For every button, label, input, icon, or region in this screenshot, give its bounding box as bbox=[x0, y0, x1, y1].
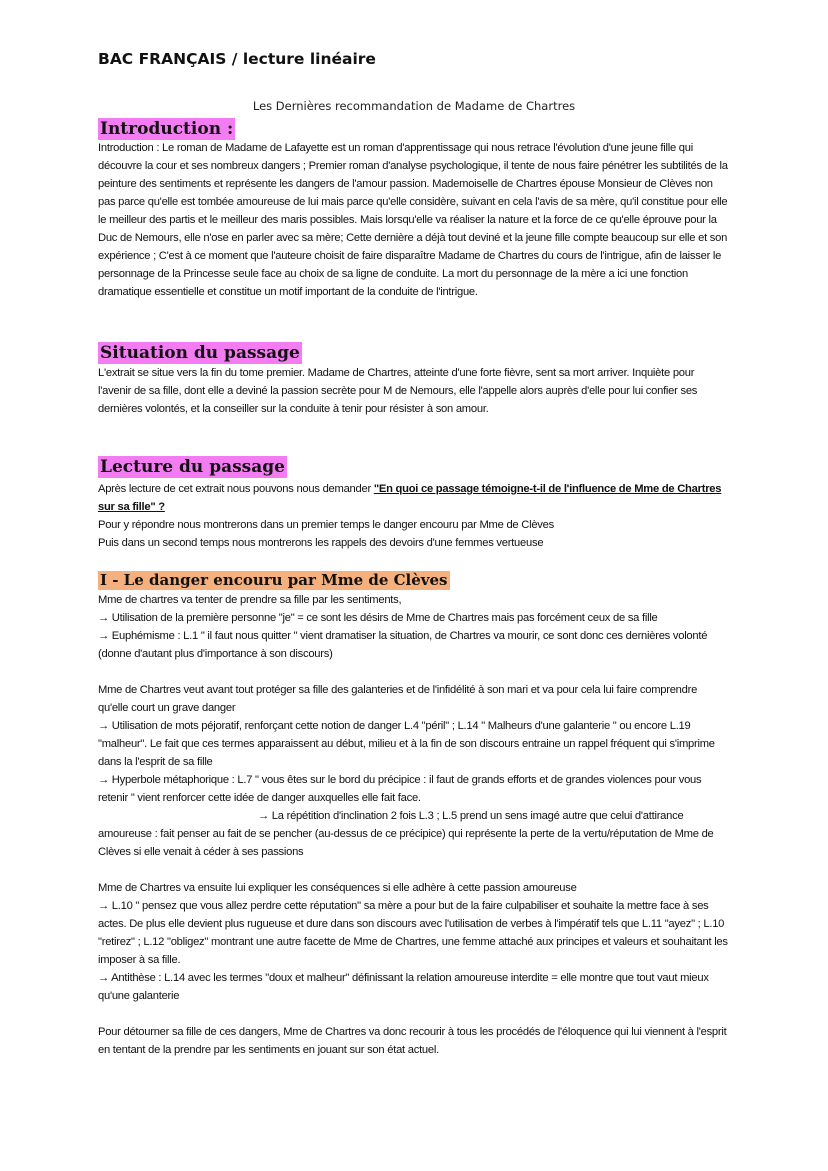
problematique-question: "En quoi ce passage témoigne-t-il de l'influence de Mme de Chartres sur sa fille" ? bbox=[98, 483, 722, 513]
lecture-line-2: Puis dans un second temps nous montrerons les rappels des devoirs d'une femmes vertueuse bbox=[98, 537, 544, 549]
introduction-text: Introduction : Le roman de Madame de Lafayette est un roman d'apprentissage qui nous retrace l'évolution d'une jeune fille qui découvre la cour et ses nombreux dangers ; Premier roman d'analyse psychologique, il tente de nous faire pénétrer les subtilités de la peinture des sentiments et représente les dangers de l'amour passion. Mademoiselle de Chartres épouse Monsieur de Clèves non pas parce qu'elle est tombée amoureuse de lui mais parce qu'elle considère, suivant en cela l'avis de sa mère, qu'il constitue pour elle le meilleur des partis et le meilleur des maris possibles. Mais lorsqu'elle va réaliser la nature et la force de ce qu'elle éprouve pour la Duc de Nemours, elle n'ose en parler avec sa mère; Cette dernière a déjà tout deviné et la jeune fille compte beaucoup sur elle et son expérience ; C'est à ce moment que l'auteure choisit de faire disparaître Madame de Chartres du cours de l'intrigue, afin de laisser le personnage de la Princesse seule face au choix de sa ligne de conduite. La mort du personnage de la mère a ici une fonction dramatique essentielle et constitue un motif important de la conduite de l'intrigue. bbox=[98, 142, 728, 298]
part1-p3-line: Mme de Chartres va ensuite lui expliquer les conséquences si elle adhère à cette passion amoureuse bbox=[98, 882, 577, 894]
part1-p1-line: Mme de chartres va tenter de prendre sa fille par les sentiments, bbox=[98, 594, 402, 606]
spacer bbox=[98, 861, 730, 879]
part1-p4: Pour détourner sa fille de ces dangers, Mme de Chartres va donc recourir à tous les procédés de l'éloquence qui lui viennent à l'esprit en tentant de la prendre par les sentiments en jouant sur son état actuel. bbox=[98, 1026, 727, 1056]
lecture-heading: Lecture du passage bbox=[100, 457, 285, 477]
part1-p1-line: → Utilisation de la première personne "je" = ce sont les désirs de Mme de Chartres mais pas forcément ceux de sa fille bbox=[98, 612, 658, 624]
part1-p3-line: → Antithèse : L.14 avec les termes "doux et malheur" définissant la relation amoureuse interdite = elle montre que tout vaut mieux qu'une galanterie bbox=[98, 972, 709, 1002]
page-title: BAC FRANÇAIS / lecture linéaire bbox=[98, 50, 376, 68]
part1-block bbox=[98, 591, 730, 1059]
situation-text: L'extrait se situe vers la fin du tome premier. Madame de Chartres, atteinte d'une forte fièvre, sent sa mort arriver. Inquiète pour l'avenir de sa fille, dont elle a deviné la passion secrète pour M de Nemours, elle l'appelle alors auprès d'elle pour lui confier ses dernières volontés, et la conseiller sur la conduite à tenir pour résister à son amour. bbox=[98, 367, 698, 415]
part1-p2-line: → Utilisation de mots péjoratif, renforçant cette notion de danger L.4 "péril" ; L.14 " Malheurs d'une galanterie " ou encore L.19 "malheur". Le fait que ces termes apparaissent au début, milieu et à la fin de son discours entraine un rappel fréquent qui s'imprime dans la l'esprit de sa fille bbox=[98, 720, 715, 768]
lecture-intro-paragraph bbox=[98, 480, 730, 516]
spacer bbox=[98, 1005, 730, 1023]
part1-p1-line: → Euphémisme : L.1 " il faut nous quitter " vient dramatiser la situation, de Chartres va mourir, ce sont donc ces dernières volonté (donne d'autant plus d'importance à son discours) bbox=[98, 630, 708, 660]
situation-heading: Situation du passage bbox=[100, 343, 300, 363]
part1-p2-line: Mme de Chartres veut avant tout protéger sa fille des galanteries et de l'infidélité à son mari et va pour cela lui faire comprendre qu'elle court un grave danger bbox=[98, 684, 698, 714]
part1-p2-line: → Hyperbole métaphorique : L.7 " vous êtes sur le bord du précipice : il faut de grands efforts et de grandes violences pour vous retenir " vient renforcer cette idée de danger auxquelles elle fait face. bbox=[98, 774, 702, 804]
part1-p2-continuation: amoureuse : fait penser au fait de se pencher (au-dessus de ce précipice) qui représente la perte de la vertu/réputation de Mme de Clèves si elle venait à céder à ses passions bbox=[98, 828, 714, 858]
part1-heading: I - Le danger encouru par Mme de Clèves bbox=[100, 571, 448, 589]
page-subtitle: Les Dernières recommandation de Madame de Chartres bbox=[252, 99, 576, 113]
spacer bbox=[98, 663, 730, 681]
part1-p2-indented-line: → La répétition d'inclination 2 fois L.3 ; L.5 prend un sens imagé autre que celui d'attirance bbox=[258, 810, 684, 822]
introduction-heading: Introduction : bbox=[100, 119, 234, 139]
lecture-line-1: Pour y répondre nous montrerons dans un premier temps le danger encouru par Mme de Clèves bbox=[98, 519, 554, 531]
lecture-intro: Après lecture de cet extrait nous pouvons nous demander bbox=[98, 483, 374, 495]
lecture-block bbox=[98, 480, 730, 552]
part1-p3-line: → L.10 " pensez que vous allez perdre cette réputation" sa mère a pour but de la faire culpabiliser et souhaite la mettre face à ses actes. De plus elle devient plus rugueuse et dure dans son discours avec l'utilisation de verbes à l'impératif tels que L.11 "ayez" ; L.10 "retirez" ; L.12 "obligez" montrant une autre facette de Mme de Chartres, une femme attaché aux principes et valeurs et souhaitant les imposer à sa fille. bbox=[98, 900, 728, 966]
